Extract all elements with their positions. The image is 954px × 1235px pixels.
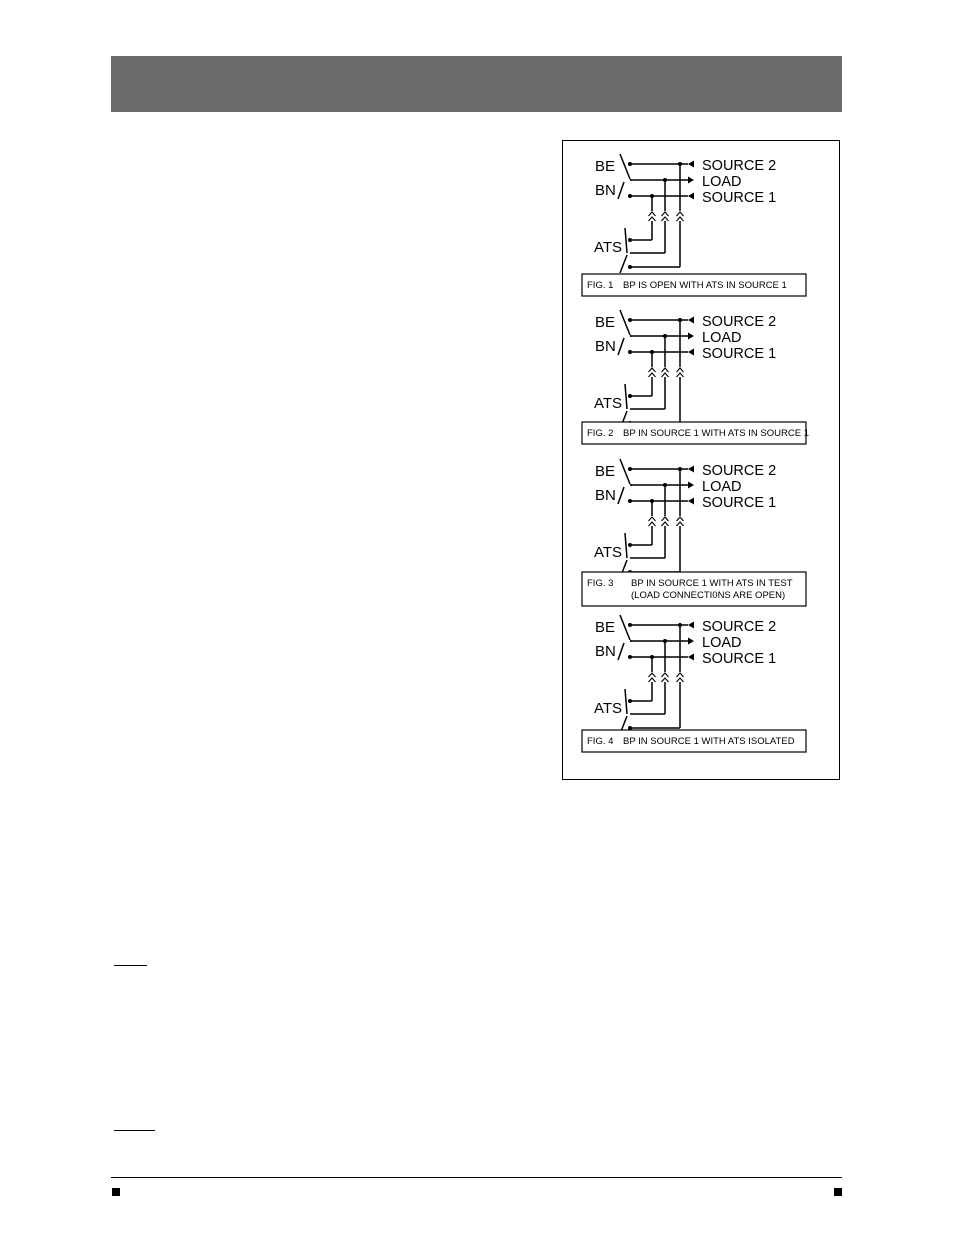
be-blade [620, 459, 630, 484]
junction-dot [628, 265, 632, 269]
bn-label: BN [595, 487, 616, 504]
caption-text: BP IN SOURCE 1 WITH ATS ISOLATED [623, 736, 795, 747]
junction-dot [628, 238, 632, 242]
ats-blade [625, 228, 627, 253]
ats-label: ATS [594, 395, 623, 412]
bn-blade [618, 487, 624, 504]
contact-chevron [649, 517, 656, 521]
load-label: LOAD [702, 479, 742, 495]
source2-label: SOURCE 2 [702, 463, 777, 479]
contact-chevron [662, 522, 669, 526]
junction-dot [628, 350, 632, 354]
note-underline [114, 1130, 155, 1131]
be-blade [620, 615, 630, 640]
be-blade [620, 154, 630, 179]
contact-chevron [649, 673, 656, 677]
be-label: BE [595, 619, 616, 636]
ats-blade [625, 384, 627, 409]
header-bar [111, 56, 842, 112]
contact-chevron [649, 373, 656, 377]
caption-number: FIG. 4 [587, 736, 614, 747]
contact-chevron [662, 368, 669, 372]
junction-dot [628, 318, 632, 322]
caption-text: (LOAD CONNECTI0NS ARE OPEN) [631, 590, 786, 601]
arrow-left-marker [688, 654, 694, 661]
contact-chevron [662, 673, 669, 677]
arrow-left-marker [688, 193, 694, 200]
figure-3 [582, 459, 806, 606]
source1-label: SOURCE 1 [702, 495, 777, 511]
bn-blade [618, 643, 624, 660]
source1-label: SOURCE 1 [702, 346, 777, 362]
caption-text: BP IS OPEN WITH ATS IN SOURCE 1 [623, 280, 787, 291]
load-label: LOAD [702, 330, 742, 346]
be-label: BE [595, 158, 616, 175]
junction-dot [628, 543, 632, 547]
be-label: BE [595, 314, 616, 331]
caption-number: FIG. 3 [587, 578, 614, 589]
junction-dot [628, 162, 632, 166]
footer-rule [111, 1177, 842, 1178]
contact-chevron [677, 212, 684, 216]
arrow-left-marker [688, 349, 694, 356]
contact-chevron [662, 373, 669, 377]
ats-label: ATS [594, 544, 623, 561]
caption-number: FIG. 2 [587, 428, 614, 439]
contact-chevron [677, 517, 684, 521]
arrow-left-marker [688, 466, 694, 473]
contact-chevron [662, 678, 669, 682]
load-label: LOAD [702, 174, 742, 190]
contact-chevron [662, 212, 669, 216]
caption-text: BP IN SOURCE 1 WITH ATS IN TEST [631, 578, 793, 589]
figure-2 [582, 310, 809, 444]
bn-blade [618, 338, 624, 355]
contact-chevron [677, 673, 684, 677]
contact-chevron [677, 217, 684, 221]
caption-number: FIG. 1 [587, 280, 614, 291]
load-label: LOAD [702, 635, 742, 651]
ats-blade-lower [620, 255, 627, 273]
contact-chevron [649, 217, 656, 221]
contact-chevron [662, 217, 669, 221]
source2-label: SOURCE 2 [702, 619, 777, 635]
ats-label: ATS [594, 239, 623, 256]
footer-marker-left [112, 1188, 120, 1196]
arrow-right-marker [688, 177, 694, 184]
footer-marker-right [834, 1188, 842, 1196]
be-blade [620, 310, 630, 335]
junction-dot [628, 499, 632, 503]
figure-4 [582, 615, 806, 752]
junction-dot [628, 394, 632, 398]
junction-dot [628, 623, 632, 627]
bn-blade [618, 182, 624, 199]
source1-label: SOURCE 1 [702, 651, 777, 667]
arrow-left-marker [688, 161, 694, 168]
contact-chevron [677, 522, 684, 526]
contact-chevron [662, 517, 669, 521]
schematic-diagram [563, 141, 841, 781]
junction-dot [628, 194, 632, 198]
ats-label: ATS [594, 700, 623, 717]
arrow-right-marker [688, 333, 694, 340]
bn-label: BN [595, 643, 616, 660]
bn-label: BN [595, 338, 616, 355]
ats-blade [625, 533, 627, 558]
figure-panel [562, 140, 840, 780]
contact-chevron [649, 678, 656, 682]
arrow-right-marker [688, 638, 694, 645]
junction-dot [628, 655, 632, 659]
note-underline [114, 965, 147, 966]
contact-chevron [649, 212, 656, 216]
ats-blade [625, 689, 627, 714]
arrow-left-marker [688, 317, 694, 324]
caption-text: BP IN SOURCE 1 WITH ATS IN SOURCE 1 [623, 428, 809, 439]
figure-1 [582, 154, 806, 296]
bn-label: BN [595, 182, 616, 199]
contact-chevron [649, 368, 656, 372]
contact-chevron [677, 368, 684, 372]
junction-dot [628, 699, 632, 703]
contact-chevron [649, 522, 656, 526]
be-label: BE [595, 463, 616, 480]
contact-chevron [677, 678, 684, 682]
source2-label: SOURCE 2 [702, 158, 777, 174]
arrow-left-marker [688, 622, 694, 629]
source2-label: SOURCE 2 [702, 314, 777, 330]
arrow-left-marker [688, 498, 694, 505]
arrow-right-marker [688, 482, 694, 489]
source1-label: SOURCE 1 [702, 190, 777, 206]
contact-chevron [677, 373, 684, 377]
junction-dot [628, 467, 632, 471]
